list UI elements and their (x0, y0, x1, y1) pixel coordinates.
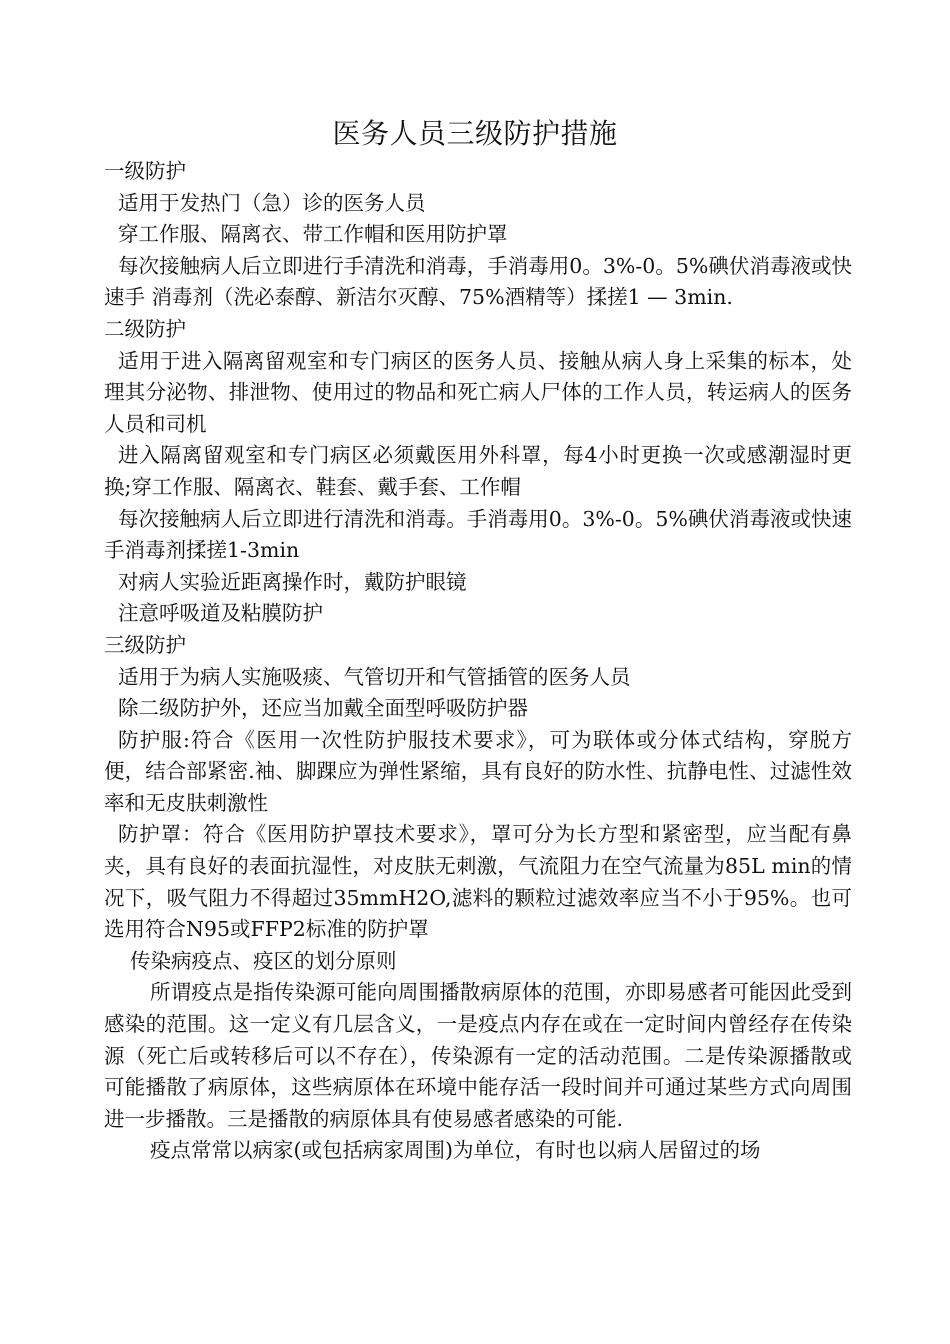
paragraph: 疫点常常以病家(或包括病家周围)为单位，有时也以病人居留过的场 (150, 1138, 761, 1163)
paragraph: 防护罩：符合《医用防护罩技术要求》，罩可分为长方型和紧密型，应当配有鼻夹，具有良好的表面抗湿性，对皮肤无刺激，气流阻力在空气流量为85L min的情况下，吸气阻力不得超过35mmH2O,滤料的颗粒过滤效率应当不小于95%。也可选用符合N95或FFP2标准的防护罩 (104, 822, 852, 942)
paragraph: 对病人实验近距离操作时，戴防护眼镜 (118, 569, 467, 594)
paragraph: 每次接触病人后立即进行清洗和消毒。手消毒用0。3%-0。5%碘伏消毒液或快速手消毒剂揉搓1-3min (104, 506, 852, 563)
document-title: 医务人员三级防护措施 (332, 117, 618, 150)
paragraph: 除二级防护外，还应当加戴全面型呼吸防护器 (118, 696, 528, 721)
paragraph: 所谓疫点是指传染源可能向周围播散病原体的范围，亦即易感者可能因此受到感染的范围。这一定义有几层含义，一是疫点内存在或在一定时间内曾经存在传染源（死亡后或转移后可以不存在），传染源有一定的活动范围。二是传染源播散或可能播散了病原体，这些病原体在环境中能存活一段时间并可通过某些方式向周围进一步播散。三是播散的病原体具有使易感者感染的可能. (104, 980, 852, 1131)
section-heading-epidemic-zones: 传染病疫点、疫区的划分原则 (130, 948, 397, 973)
paragraph: 穿工作服、隔离衣、带工作帽和医用防护罩 (118, 222, 508, 247)
paragraph: 每次接触病人后立即进行手清洗和消毒，手消毒用0。3%-0。5%碘伏消毒液或快速手 消毒剂（洗必泰醇、新洁尔灭醇、75%酒精等）揉搓1 — 3min. (104, 253, 852, 310)
paragraph: 注意呼吸道及粘膜防护 (118, 601, 323, 626)
paragraph: 适用于进入隔离留观室和专门病区的医务人员、接触从病人身上采集的标本，处理其分泌物、排泄物、使用过的物品和死亡病人尸体的工作人员，转运病人的医务人员和司机 (104, 348, 852, 436)
section-heading-level-2: 二级防护 (104, 316, 186, 341)
paragraph: 适用于为病人实施吸痰、气管切开和气管插管的医务人员 (118, 664, 631, 689)
document-body (104, 156, 852, 1167)
paragraph: 进入隔离留观室和专门病区必须戴医用外科罩，每4小时更换一次或感潮湿时更换;穿工作服、隔离衣、鞋套、戴手套、工作帽 (104, 443, 852, 499)
section-heading-level-1: 一级防护 (104, 159, 186, 183)
paragraph: 适用于发热门（急）诊的医务人员 (118, 190, 426, 215)
section-heading-level-3: 三级防护 (104, 632, 186, 657)
paragraph: 防护服:符合《医用一次性防护服技术要求》，可为联体或分体式结构，穿脱方便，结合部紧密.袖、脚踝应为弹性紧缩，具有良好的防水性、抗静电性、过滤性效率和无皮肤刺激性 (104, 727, 852, 815)
